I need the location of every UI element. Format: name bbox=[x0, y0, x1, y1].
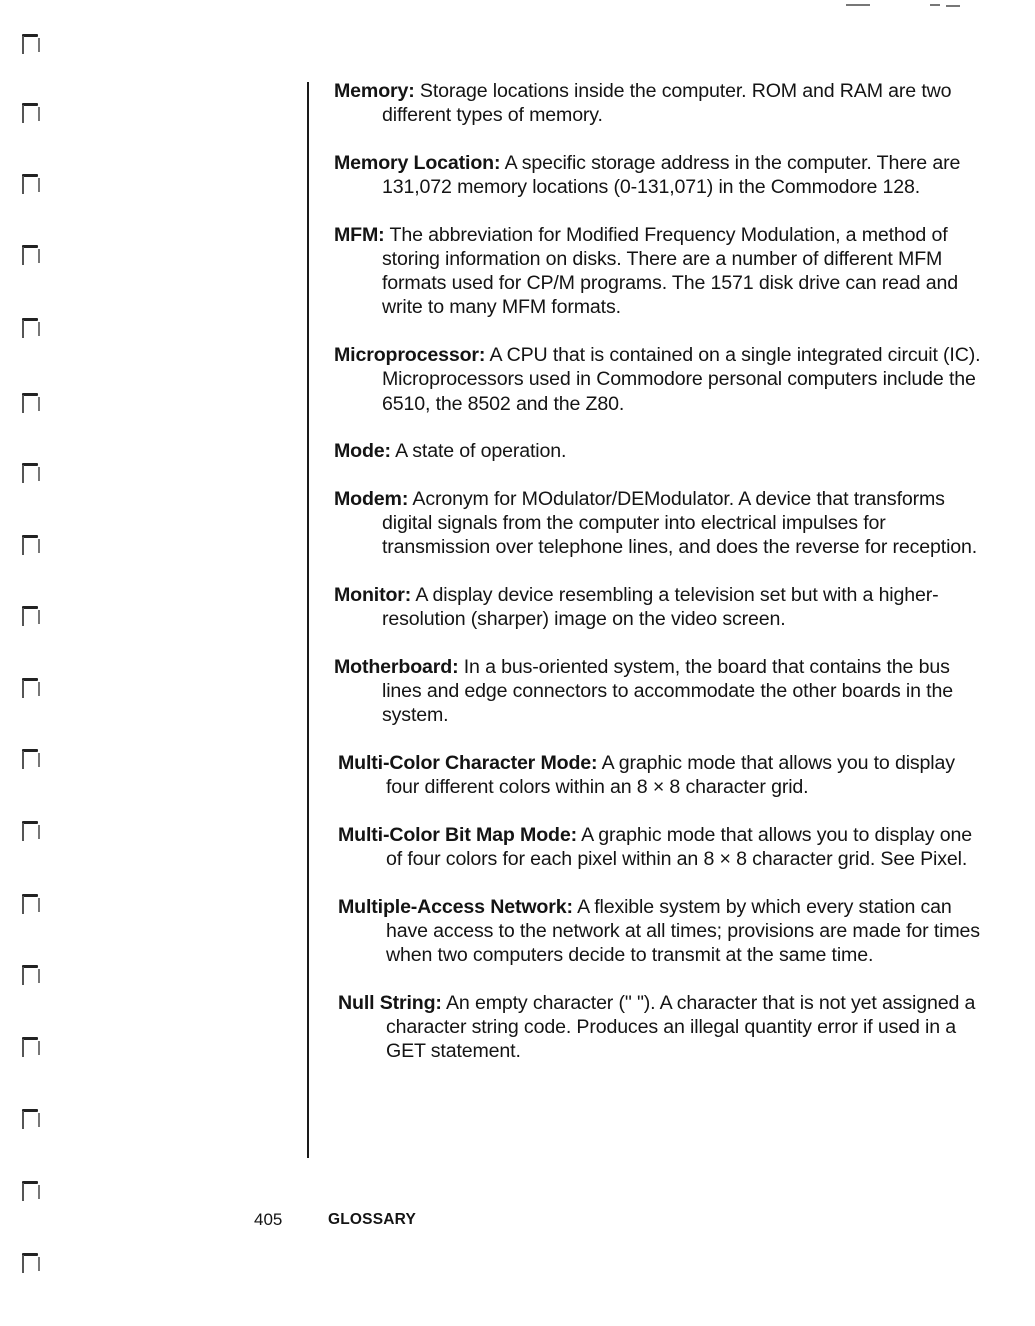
entry-definition: A graphic mode that allows you to display one of four colors for each pixel within an 8 × 8 character grid. See Pixel. bbox=[386, 823, 972, 871]
entry-definition: In a bus-oriented system, the board that contains the bus lines and edge connectors to accommodate the other boards in the system. bbox=[382, 655, 953, 727]
entry-term: Monitor: bbox=[334, 584, 412, 607]
section-name: GLOSSARY bbox=[328, 1211, 417, 1228]
binder-mark bbox=[20, 34, 40, 56]
binder-mark bbox=[20, 245, 40, 267]
entry-definition: A CPU that is contained on a single integrated circuit (IC). Microprocessors used in Commodore personal computers include the 6510, the 8502 and the Z80. bbox=[382, 344, 981, 415]
entry-term: Motherboard: bbox=[334, 655, 459, 678]
binder-mark bbox=[20, 965, 40, 987]
glossary-entry bbox=[334, 583, 984, 631]
binder-mark bbox=[20, 103, 40, 125]
entry-definition: The abbreviation for Modified Frequency Modulation, a method of storing information on disks. There are a number of different MFM formats used for CP/M programs. The 1571 disk drive can read and write to many MFM formats. bbox=[382, 223, 958, 319]
glossary-entry bbox=[338, 991, 984, 1064]
binder-mark bbox=[20, 749, 40, 771]
entry-term: MFM: bbox=[334, 223, 385, 246]
entry-term: Mode: bbox=[334, 440, 391, 463]
entry-term: Multi-Color Character Mode: bbox=[338, 752, 598, 775]
entry-term: Modem: bbox=[334, 487, 409, 510]
entry-term: Microprocessor: bbox=[334, 344, 486, 367]
scan-mark bbox=[930, 4, 940, 6]
binder-mark bbox=[20, 821, 40, 843]
binder-mark bbox=[20, 1181, 40, 1203]
entry-term: Null String: bbox=[338, 991, 442, 1014]
binder-mark bbox=[20, 678, 40, 700]
binder-mark bbox=[20, 393, 40, 415]
binder-mark bbox=[20, 318, 40, 340]
binder-mark bbox=[20, 535, 40, 557]
entry-definition: A flexible system by which every station can have access to the network at all times; provisions are made for times when two computers decide to transmit at the same time. bbox=[386, 895, 980, 967]
binder-tab-marks bbox=[0, 0, 70, 1326]
glossary-entry bbox=[334, 79, 984, 127]
entry-term: Memory Location: bbox=[334, 151, 501, 174]
entry-definition: Storage locations inside the computer. ROM and RAM are two different types of memory. bbox=[382, 80, 952, 127]
binder-mark bbox=[20, 606, 40, 628]
glossary-entry bbox=[334, 487, 984, 560]
glossary-entry bbox=[338, 823, 984, 871]
glossary-entry bbox=[334, 151, 984, 199]
binder-mark bbox=[20, 463, 40, 485]
glossary-entry bbox=[334, 223, 984, 320]
glossary-entry bbox=[334, 343, 984, 416]
page-number: 405 bbox=[254, 1210, 283, 1229]
glossary-entry bbox=[334, 655, 984, 728]
entry-term: Memory: bbox=[334, 80, 415, 102]
entry-term: Multiple-Access Network: bbox=[338, 895, 573, 918]
binder-mark bbox=[20, 1037, 40, 1059]
entry-definition: A display device resembling a television set but with a higher-resolution (sharper) image on the video screen. bbox=[382, 584, 939, 631]
binder-mark bbox=[20, 894, 40, 916]
entry-definition: An empty character (" "). A character that is not yet assigned a character string code. Produces an illegal quantity error if used in a GET statement. bbox=[386, 991, 976, 1063]
glossary-entries bbox=[334, 79, 984, 1087]
binder-mark bbox=[20, 174, 40, 196]
glossary-entry bbox=[338, 895, 984, 968]
entry-definition: A graphic mode that allows you to display four different colors within an 8 × 8 character grid. bbox=[386, 752, 955, 799]
margin-rule bbox=[307, 82, 309, 1158]
binder-mark bbox=[20, 1109, 40, 1131]
scan-mark bbox=[846, 4, 870, 6]
glossary-entry bbox=[334, 439, 984, 463]
scan-mark bbox=[946, 5, 960, 7]
entry-term: Multi-Color Bit Map Mode: bbox=[338, 823, 577, 846]
glossary-entry bbox=[338, 751, 984, 799]
entry-definition: A state of operation. bbox=[395, 440, 567, 463]
binder-mark bbox=[20, 1253, 40, 1275]
entry-definition: Acronym for MOdulator/DEModulator. A device that transforms digital signals from the computer into electrical impulses for transmission over telephone lines, and does the reverse for reception. bbox=[382, 487, 978, 559]
entry-definition: A specific storage address in the computer. There are 131,072 memory locations (0-131,071) in the Commodore 128. bbox=[382, 151, 961, 199]
